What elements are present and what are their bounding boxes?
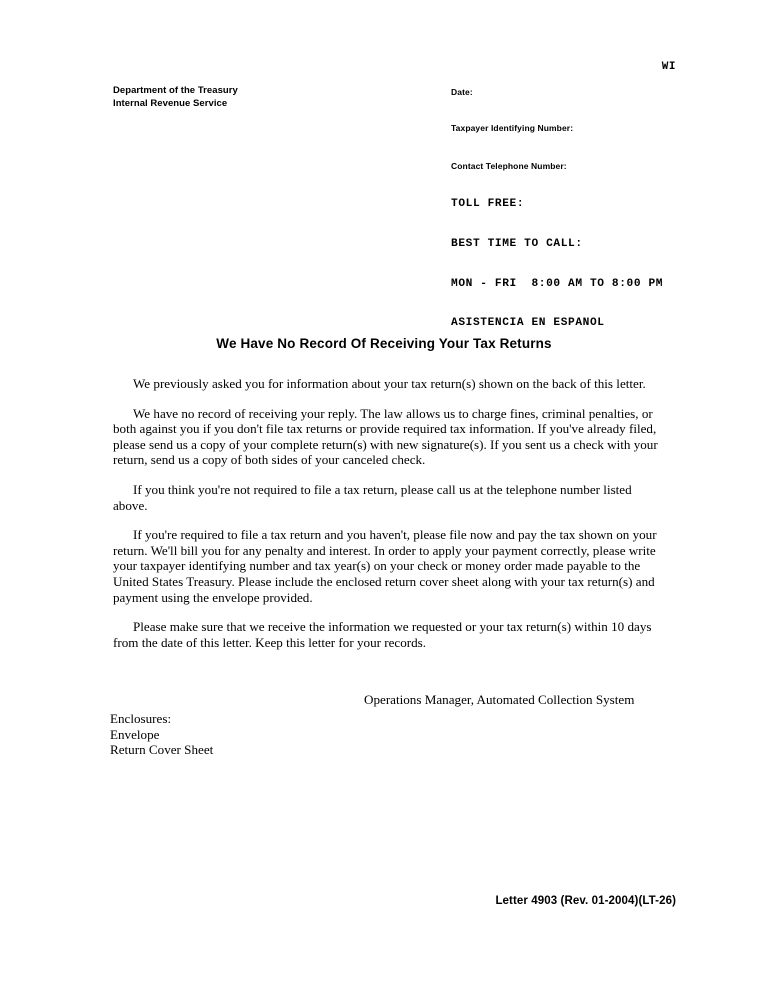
enclosures-heading: Enclosures: [110,711,172,726]
signature-title: Operations Manager, Automated Collection System [364,692,635,707]
body-paragraph-2: We have no record of receiving your reply. The law allows us to charge fines, criminal penalties, or both against you if you don't file tax returns or provide required tax information. If you've already filed, please send us a copy of your complete return(s) with new signature(s). If you sent us a check with your return, send us a copy of both sides of your canceled check. [113,405,658,468]
letter-body [113,376,669,650]
letter-title: We Have No Record Of Receiving Your Tax Returns [216,336,552,351]
toll-free-line: TOLL FREE: [451,198,525,211]
spanish-assistance-line: ASISTENCIA EN ESPANOL [451,317,605,330]
body-paragraph-5: Please make sure that we receive the information we requested or your tax return(s) within 10 days from the date of this letter. Keep this letter for your records. [113,619,652,650]
letter-form-number: Letter 4903 (Rev. 01-2004)(LT-26) [495,895,676,907]
body-paragraph-3: If you think you're not required to file a tax return, please call us at the telephone number listed above. [113,481,632,513]
letter-fields-block [451,87,663,357]
body-paragraph-1: We previously asked you for information about your tax return(s) shown on the back of this letter. [133,376,646,391]
telephone-details-block [451,172,663,357]
best-time-to-call-line: BEST TIME TO CALL: [451,238,583,251]
contact-telephone-number-label: Contact Telephone Number: [451,161,567,171]
body-paragraph-4: If you're required to file a tax return and you haven't, please file now and pay the tax shown on your return. We'll bill you for any penalty and interest. In order to apply your payment correctly, please write your taxpayer identifying number and tax year(s) on your check or money order made payable to the United States Treasury. Please include the enclosed return cover sheet along with your tax return(s) and payment using the envelope provided. [113,527,657,605]
enclosure-item-envelope: Envelope [110,726,160,742]
enclosures-block [110,711,213,758]
agency-department: Department of the Treasury [113,85,238,96]
agency-service: Internal Revenue Service [113,97,228,109]
taxpayer-identifying-number-label: Taxpayer Identifying Number: [451,123,574,133]
date-label: Date: [451,87,473,97]
agency-block [113,85,238,110]
enclosure-item-return-cover-sheet: Return Cover Sheet [110,742,214,758]
office-hours-line: MON - FRI 8:00 AM TO 8:00 PM [451,277,664,290]
office-code: WI [661,61,676,73]
